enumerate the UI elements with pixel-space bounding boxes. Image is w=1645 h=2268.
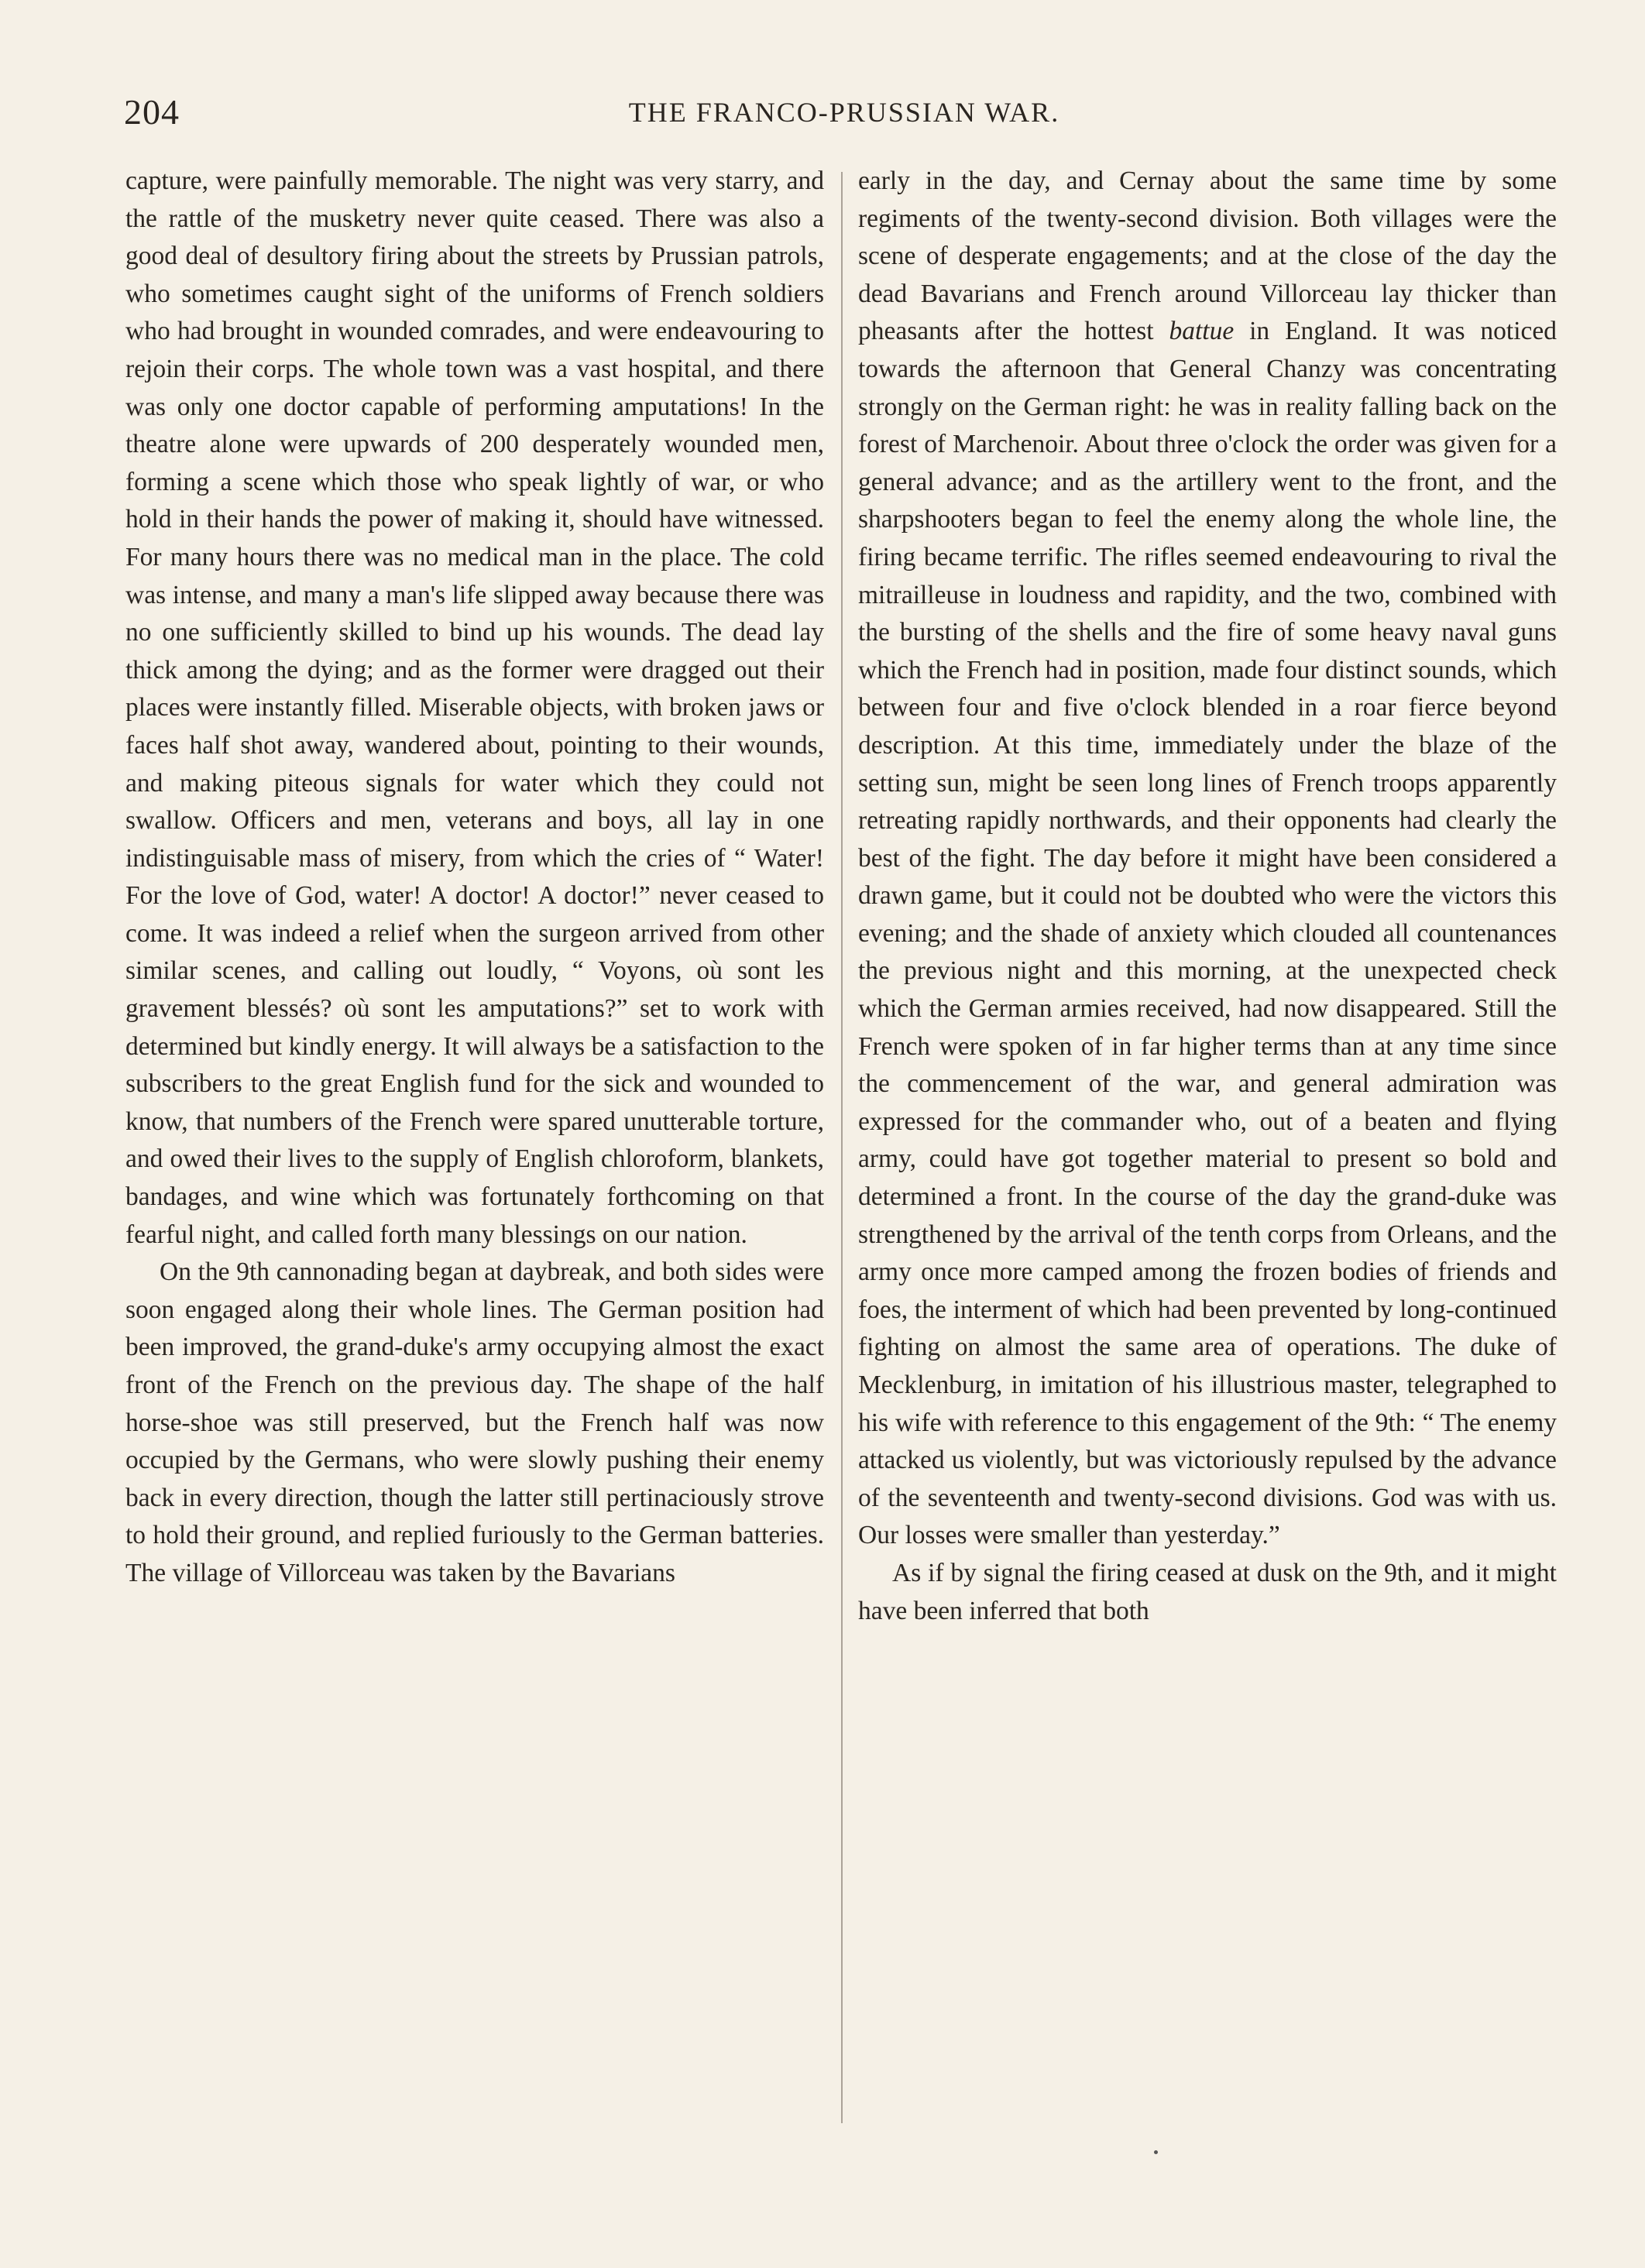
right-column xyxy=(858,163,1557,1630)
italic-word-battue: battue xyxy=(1169,317,1235,346)
right-paragraph-2: As if by signal the firing ceased at dusk on the 9th, and it might have been inferred that both xyxy=(858,1558,1557,1625)
left-column xyxy=(125,163,824,1593)
running-title: THE FRANCO-PRUSSIAN WAR. xyxy=(628,97,1060,128)
right-paragraph-1-start: early in the day, and Cernay about the same time by some regiments of the twenty-second division. Both villages were the scene of desperate engagements; and at the close of the day the dead Bavarians and French around Villorceau lay thicker than pheasants after the hottest xyxy=(858,166,1557,346)
paper-speck xyxy=(1154,2150,1158,2154)
page-number: 204 xyxy=(124,92,180,132)
right-paragraph-1 xyxy=(858,163,1557,1555)
right-paragraph-1-rest: in England. It was noticed towards the afternoon that General Chanzy was concentrating strongly on the German right: he was in reality falling back on the forest of Marchenoir. About three o'clock the order was given for a general advance; and as the artillery went to the front, and the sharpshooters began to feel the enemy along the whole line, the firing became terrific. The rifles seemed endeavouring to rival the mitrailleuse in loudness and rapidity, and the two, combined with the bursting of the shells and the fire of some heavy naval guns which the French had in position, made four distinct sounds, which between four and five o'clock blended in a roar fierce beyond description. At this time, immediately under the blaze of the setting sun, might be seen long lines of French troops apparently retreating rapidly northwards, and their opponents had clearly the best of the fight. The day before it might have been considered a drawn game, but it could not be doubted who were the victors this evening; and the shade of anxiety which clouded all countenances the previous night and this morning, at the unexpected check which the German armies received, had now disappeared. Still the French were spoken of in far higher terms than at any time since the commencement of the war, and general admiration was expressed for the commander who, out of a beaten and flying army, could have got together material to present so bold and determined a front. In the course of the day the grand-duke was strengthened by the arrival of the tenth corps from Orleans, and the army once more camped among the frozen bodies of friends and foes, the interment of which had been prevented by long-continued fighting on almost the same area of operations. The duke of Mecklenburg, in imitation of his illustrious master, telegraphed to his wife with reference to this engagement of the 9th: “ The enemy attacked us violently, but was victoriously repulsed by the advance of the seventeenth and twenty-second divisions. God was with us. Our losses were smaller than yesterday.” xyxy=(858,317,1557,1550)
left-paragraph-1: capture, were painfully memorable. The night was very starry, and the rattle of the musketry never quite ceased. There was also a good deal of desultory firing about the streets by Prussian patrols, who sometimes caught sight of the uniforms of French soldiers who had brought in wounded comrades, and were endeavouring to rejoin their corps. The whole town was a vast hospital, and there was only one doctor capable of performing amputations! In the theatre alone were upwards of 200 desperately wounded men, forming a scene which those who speak lightly of war, or who hold in their hands the power of making it, should have witnessed. For many hours there was no medical man in the place. The cold was intense, and many a man's life slipped away because there was no one sufficiently skilled to bind up his wounds. The dead lay thick among the dying; and as the former were dragged out their places were instantly filled. Miserable objects, with broken jaws or faces half shot away, wandered about, pointing to their wounds, and making piteous signals for water which they could not swallow. Officers and men, veterans and boys, all lay in one indistinguisable mass of misery, from which the cries of “ Water! For the love of God, water! A doctor! A doctor!” never ceased to come. It was indeed a relief when the surgeon arrived from other similar scenes, and calling out loudly, “ Voyons, où sont les gravement blessés? où sont les amputations?” set to work with determined but kindly energy. It will always be a satisfaction to the subscribers to the great English fund for the sick and wounded to know, that numbers of the French were spared unutterable torture, and owed their lives to the supply of English chloroform, blankets, bandages, and wine which was fortunately forthcoming on that fearful night, and called forth many blessings on our nation. xyxy=(125,166,824,1249)
page-header xyxy=(124,91,1564,138)
left-paragraph-2: On the 9th cannonading began at daybreak, and both sides were soon engaged along their whole lines. The German position had been improved, the grand-duke's army occupying almost the exact front of the French on the previous day. The shape of the half horse-shoe was still preserved, but the French half was now occupied by the Germans, who were slowly pushing their enemy back in every direction, though the latter still pertinaciously strove to hold their ground, and replied furiously to the German batteries. The village of Villorceau was taken by the Bavarians xyxy=(125,1258,824,1587)
column-divider xyxy=(841,172,843,2123)
